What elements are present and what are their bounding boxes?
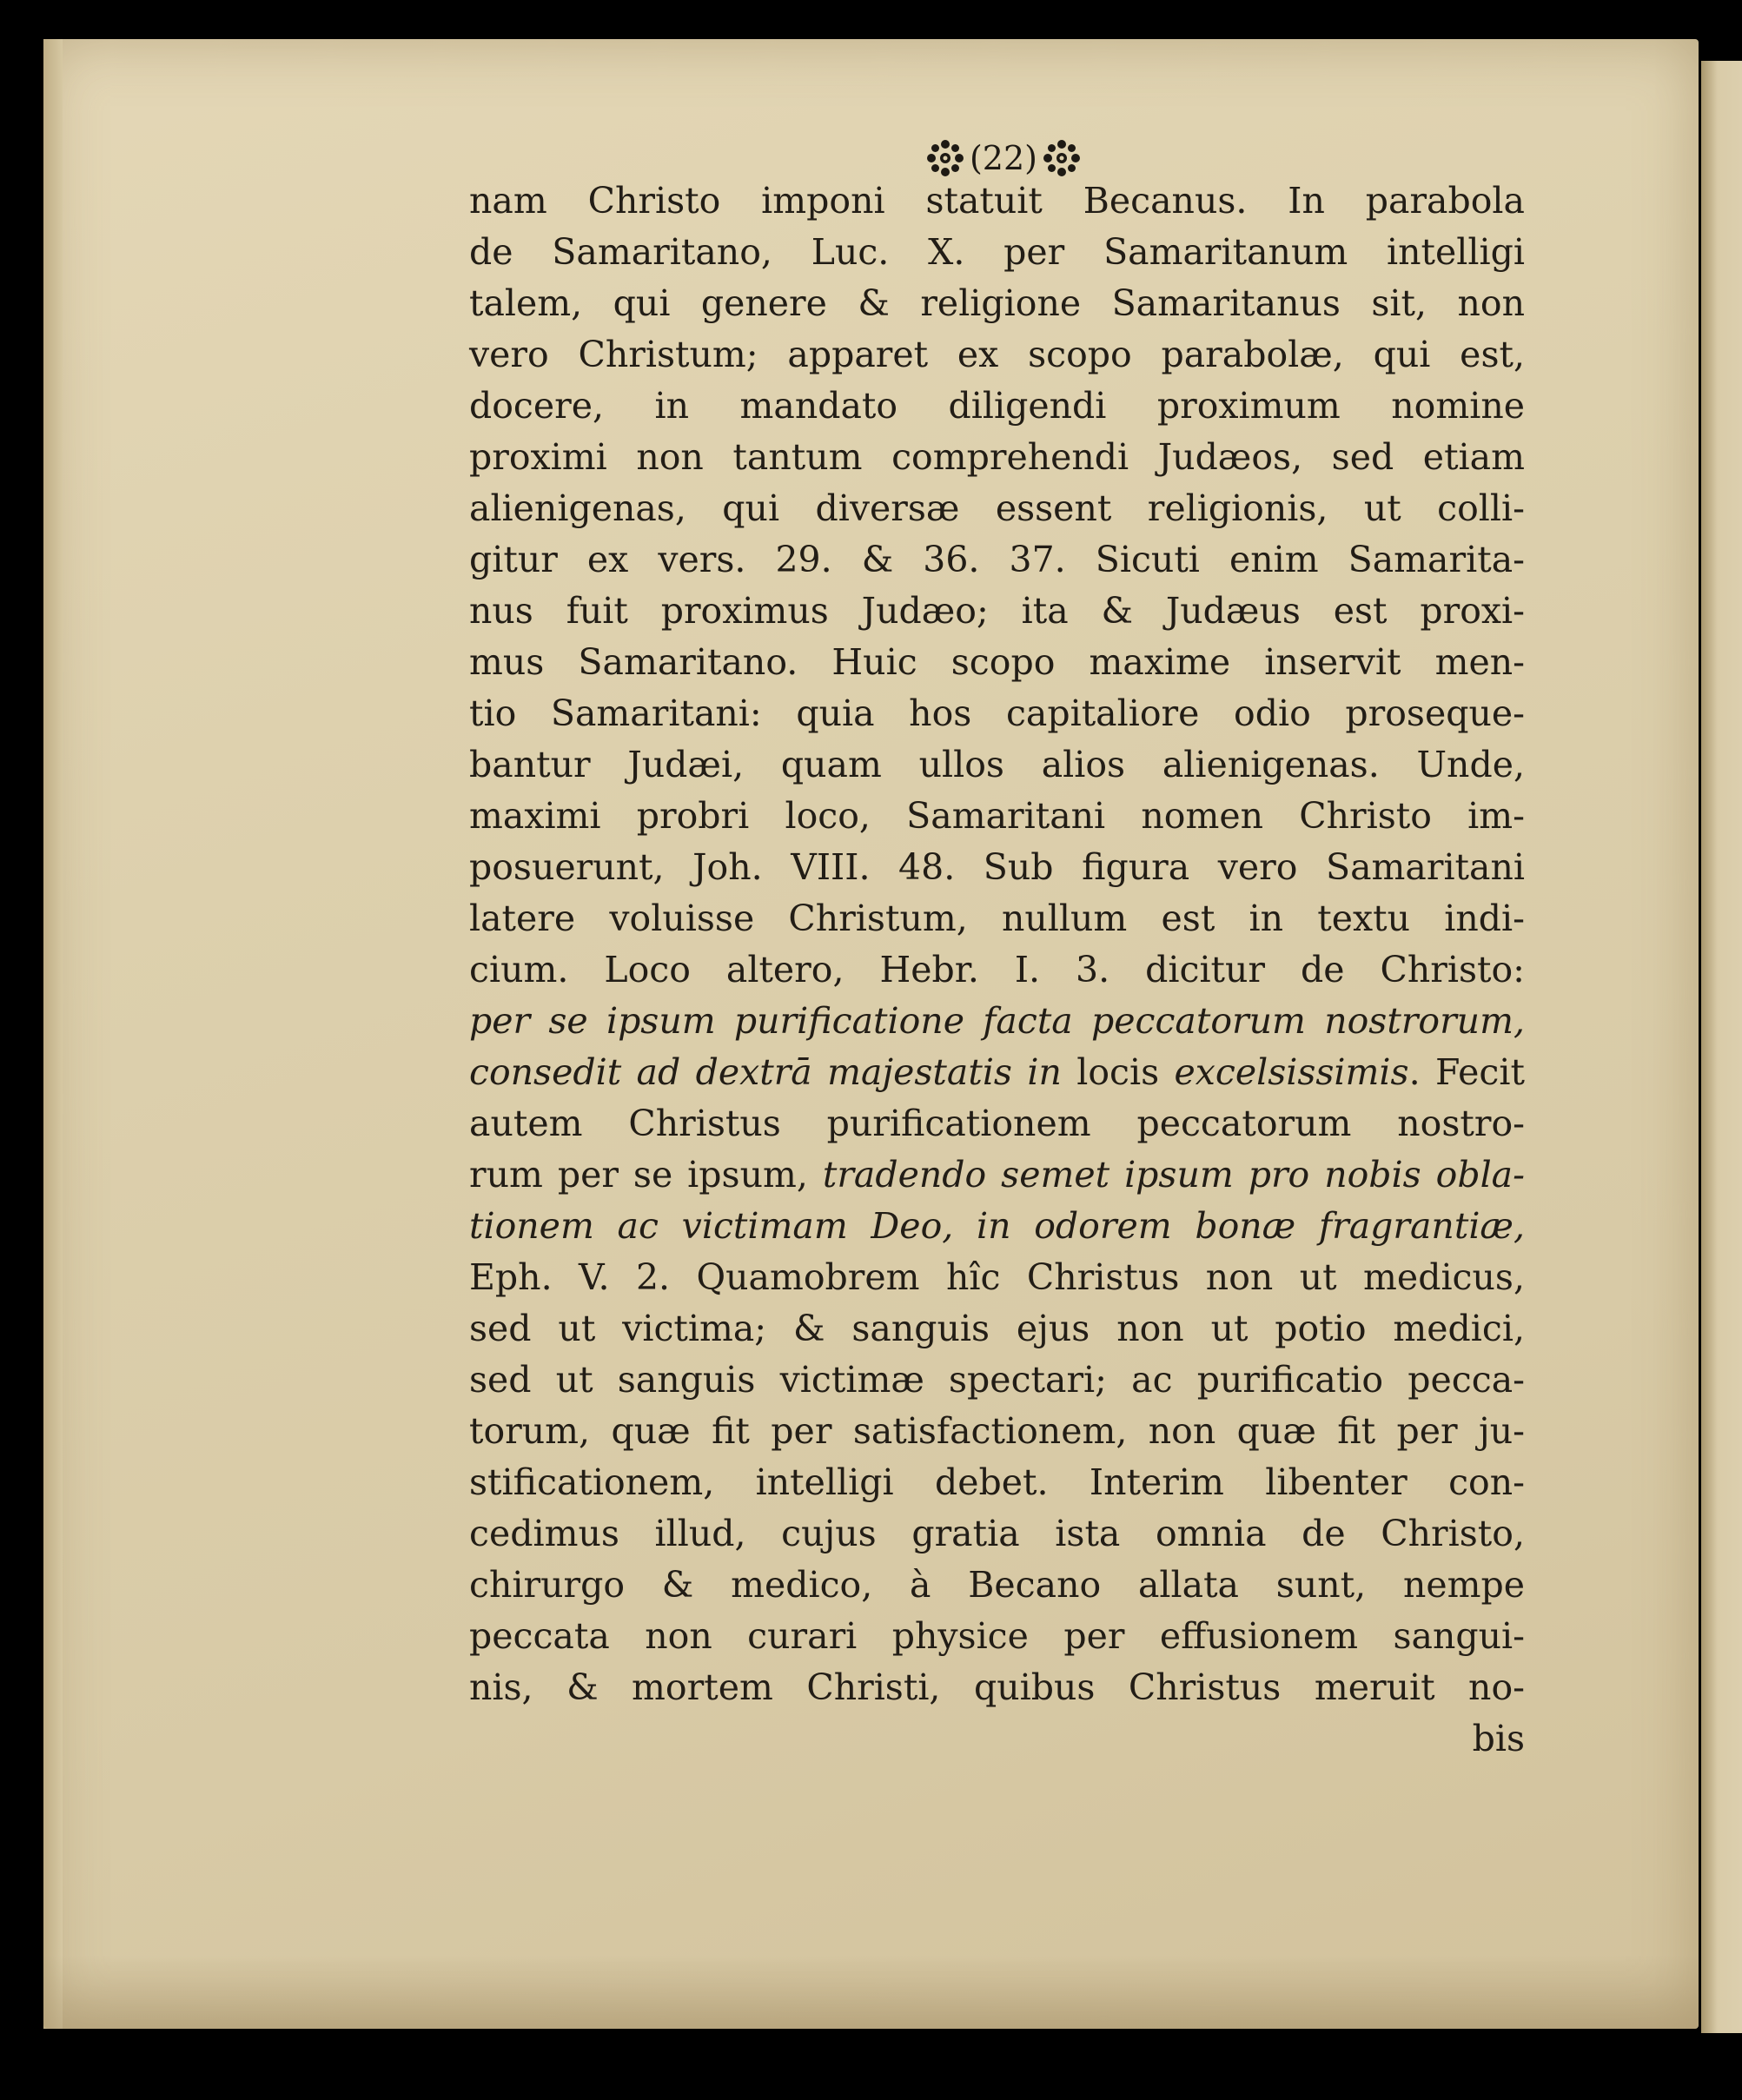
text-line [469,1560,1525,1611]
text-run: locis [1076,1051,1175,1093]
text-run: alienigenas, qui diversæ essent religionis, ut colli- [469,487,1525,529]
text-line [469,637,1525,688]
text-run: talem, qui genere & religione Samaritanus sit, non [469,282,1525,324]
text-line [469,1149,1525,1201]
text-run: bantur Judæi, quam ullos alios alienigenas. Unde, [469,744,1525,785]
text-run: autem Christus purificationem peccatorum nostro- [469,1103,1525,1144]
page-bottom-wear [43,1955,1699,2029]
italic-text: tradendo semet ipsum pro nobis obla- [822,1154,1525,1196]
text-line [469,996,1525,1047]
text-line [469,688,1525,739]
text-line [469,176,1525,227]
text-line [469,842,1525,893]
page-spine-edge [43,39,63,2029]
text-run: nis, & mortem Christi, quibus Christus meruit no- [469,1666,1525,1708]
text-run: rum per se ipsum, [469,1154,823,1196]
text-line [469,432,1525,483]
text-line [469,1508,1525,1560]
text-run: Eph. V. 2. Quamobrem hîc Christus non ut medicus, [469,1256,1525,1298]
text-line [469,1201,1525,1252]
text-run: torum, quæ fit per satisfactionem, non quæ fit per ju- [469,1410,1525,1452]
italic-text: per se ipsum purificatione facta peccatorum nostrorum, [469,1000,1525,1042]
text-run: gitur ex vers. 29. & 36. 37. Sicuti enim Samarita- [469,539,1525,580]
text-run: mus Samaritano. Huic scopo maxime inservit men- [469,641,1525,683]
text-line [469,1098,1525,1149]
text-run: nus fuit proximus Judæo; ita & Judæus est proxi- [469,590,1525,632]
text-line [469,534,1525,586]
text-run: posuerunt, Joh. VIII. 48. Sub figura vero Samaritani [469,846,1525,888]
text-run: maximi probri loco, Samaritani nomen Christo im- [469,795,1525,837]
text-run: cedimus illud, cujus gratia ista omnia de Christo, [469,1513,1525,1554]
text-line [469,1047,1525,1098]
italic-text: consedit ad dextrā majestatis in [469,1051,1077,1093]
text-line [469,1457,1525,1508]
text-run: cium. Loco altero, Hebr. I. 3. dicitur de Christo: [469,949,1525,990]
text-run: chirurgo & medico, à Becano allata sunt, nempe [469,1564,1525,1606]
text-line [469,483,1525,534]
text-line [469,893,1525,944]
text-run: nam Christo imponi statuit Becanus. In parabola [469,180,1525,222]
text-line [469,227,1525,278]
text-run: stificationem, intelligi debet. Interim libenter con- [469,1461,1525,1503]
text-run: proximi non tantum comprehendi Judæos, sed etiam [469,436,1525,478]
text-run: sed ut victima; & sanguis ejus non ut potio medici, [469,1308,1525,1349]
text-line [469,791,1525,842]
text-run: . Fecit [1408,1051,1525,1093]
flower-ornament-icon [1041,137,1083,179]
text-run: tio Samaritani: quia hos capitaliore odio proseque- [469,692,1525,734]
text-run: vero Christum; apparet ex scopo parabolæ, qui est, [469,334,1525,375]
italic-text: tionem ac victimam Deo, in odorem bonæ fragrantiæ, [469,1205,1525,1247]
text-line [469,1611,1525,1662]
italic-text: excelsissimis [1174,1051,1409,1093]
text-line [469,381,1525,432]
text-run: peccata non curari physice per effusionem sangui- [469,1615,1525,1657]
adjacent-page-edge [1701,61,1742,2033]
text-run: de Samaritano, Luc. X. per Samaritanum intelligi [469,231,1525,273]
text-line [469,1355,1525,1406]
text-line [469,1662,1525,1713]
text-run: sed ut sanguis victimæ spectari; ac purificatio pecca- [469,1359,1525,1401]
catchword: bis [1472,1718,1525,1759]
text-line [469,278,1525,329]
text-line [469,739,1525,791]
text-line [469,586,1525,637]
text-line [469,1406,1525,1457]
text-line [469,944,1525,996]
text-line [469,1252,1525,1303]
body-text [469,176,1525,1765]
text-run: docere, in mandato diligendi proximum nomine [469,385,1525,427]
flower-ornament-icon [924,137,966,179]
text-run: latere voluisse Christum, nullum est in textu indi- [469,898,1525,939]
page-number: (22) [969,139,1037,177]
text-line [469,1303,1525,1355]
text-line [469,329,1525,381]
